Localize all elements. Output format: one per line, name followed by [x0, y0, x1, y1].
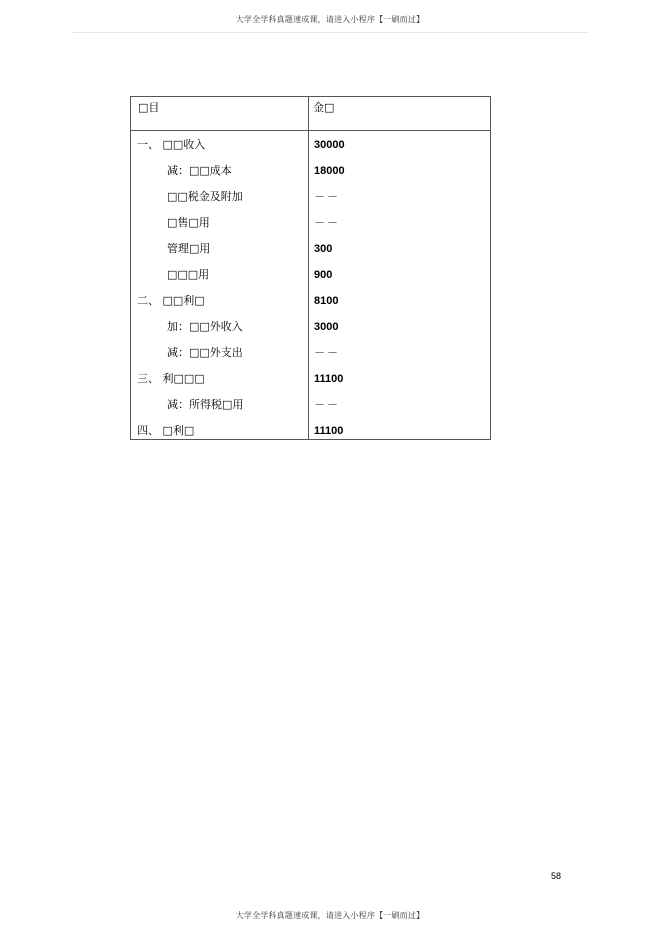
table-row	[131, 317, 490, 337]
column-header-item: □目	[138, 101, 160, 114]
row-amount: －－	[314, 217, 340, 229]
row-amount: 11100	[314, 425, 344, 437]
row-amount: 18000	[314, 165, 345, 177]
row-amount: 300	[314, 243, 333, 255]
row-label: 二、 □□利□	[137, 294, 205, 307]
column-header-amount: 金□	[313, 101, 335, 114]
row-label: 管理□用	[167, 242, 211, 255]
table-row	[131, 369, 490, 389]
row-label: □售□用	[167, 216, 210, 229]
page-footer: 大学全学科真题速成课，请进入小程序【一刷而过】	[235, 911, 425, 920]
row-amount: －－	[314, 191, 340, 203]
table-row	[131, 213, 490, 233]
page-header: 大学全学科真题速成课，请进入小程序【一刷而过】	[235, 15, 425, 24]
row-amount: 3000	[314, 321, 339, 333]
row-label: □□□用	[167, 268, 210, 281]
table-row	[131, 395, 490, 415]
table-row	[131, 187, 490, 207]
table-row	[131, 343, 490, 363]
row-amount: 30000	[314, 139, 345, 151]
page-number: 58	[551, 871, 562, 881]
row-label: 加：□□外收入	[167, 320, 243, 333]
header-row-divider	[131, 130, 490, 131]
table-row	[131, 135, 490, 155]
row-label: 减：□□外支出	[167, 346, 243, 359]
table-row	[131, 239, 490, 259]
table-row	[131, 291, 490, 311]
row-amount: 900	[314, 269, 333, 281]
income-statement-table	[130, 96, 491, 440]
table-row	[131, 161, 490, 181]
row-label: 减：所得税□用	[167, 398, 244, 411]
row-label: 减：□□成本	[167, 164, 232, 177]
row-label: 一、 □□收入	[137, 138, 206, 151]
header-divider	[72, 32, 588, 33]
row-label: 四、 □利□	[137, 424, 195, 437]
table-row	[131, 265, 490, 285]
row-amount: －－	[314, 347, 340, 359]
row-label: □□税金及附加	[167, 190, 243, 203]
row-amount: －－	[314, 399, 340, 411]
row-amount: 8100	[314, 295, 339, 307]
row-label: 三、 利□□□	[137, 372, 205, 385]
table-row	[131, 421, 490, 441]
row-amount: 11100	[314, 373, 344, 385]
